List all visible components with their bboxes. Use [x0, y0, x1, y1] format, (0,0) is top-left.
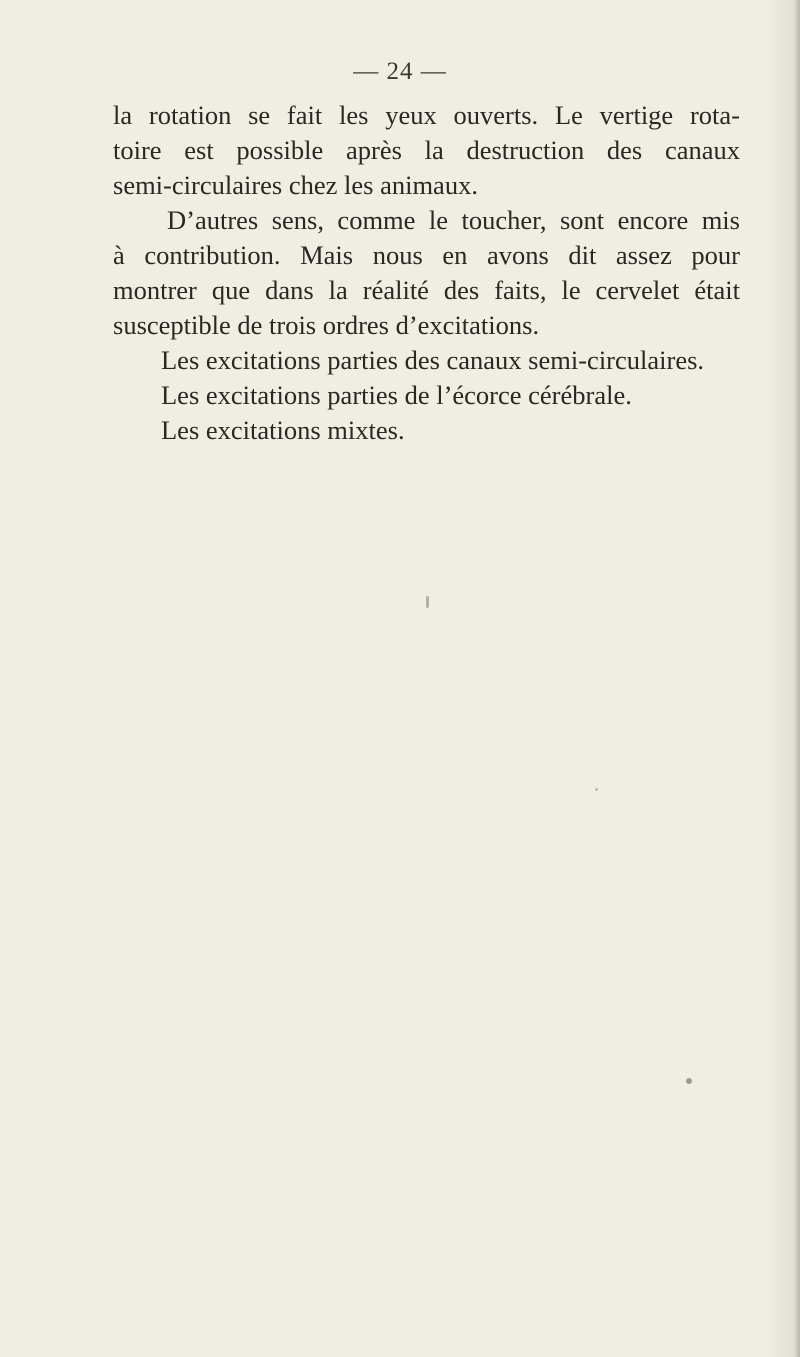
text-line: susceptible de trois ordres d’excitations. [113, 310, 540, 340]
text-line: à contribution. Mais nous en avons dit assez pour [113, 240, 740, 270]
text-line: Les excitations mixtes. [161, 415, 405, 445]
paper-speck [595, 788, 598, 791]
text-line: toire est possible après la destruction des canaux [113, 135, 740, 165]
body-text [113, 98, 740, 448]
text-line: D’autres sens, comme le toucher, sont encore mis [167, 205, 740, 235]
page-edge-shadow [794, 0, 800, 1357]
paper-speck [426, 596, 429, 608]
text-line: semi-circulaires chez les animaux. [113, 170, 478, 200]
text-line: la rotation se fait les yeux ouverts. Le vertige rota- [113, 100, 740, 130]
text-line: Les excitations parties des canaux semi-circulaires. [161, 345, 705, 375]
text-line: montrer que dans la réalité des faits, le cervelet était [113, 275, 740, 305]
text-line: Les excitations parties de l’écorce cérébrale. [161, 380, 632, 410]
page-number: — 24 — [353, 58, 447, 85]
paper-speck [686, 1078, 692, 1084]
